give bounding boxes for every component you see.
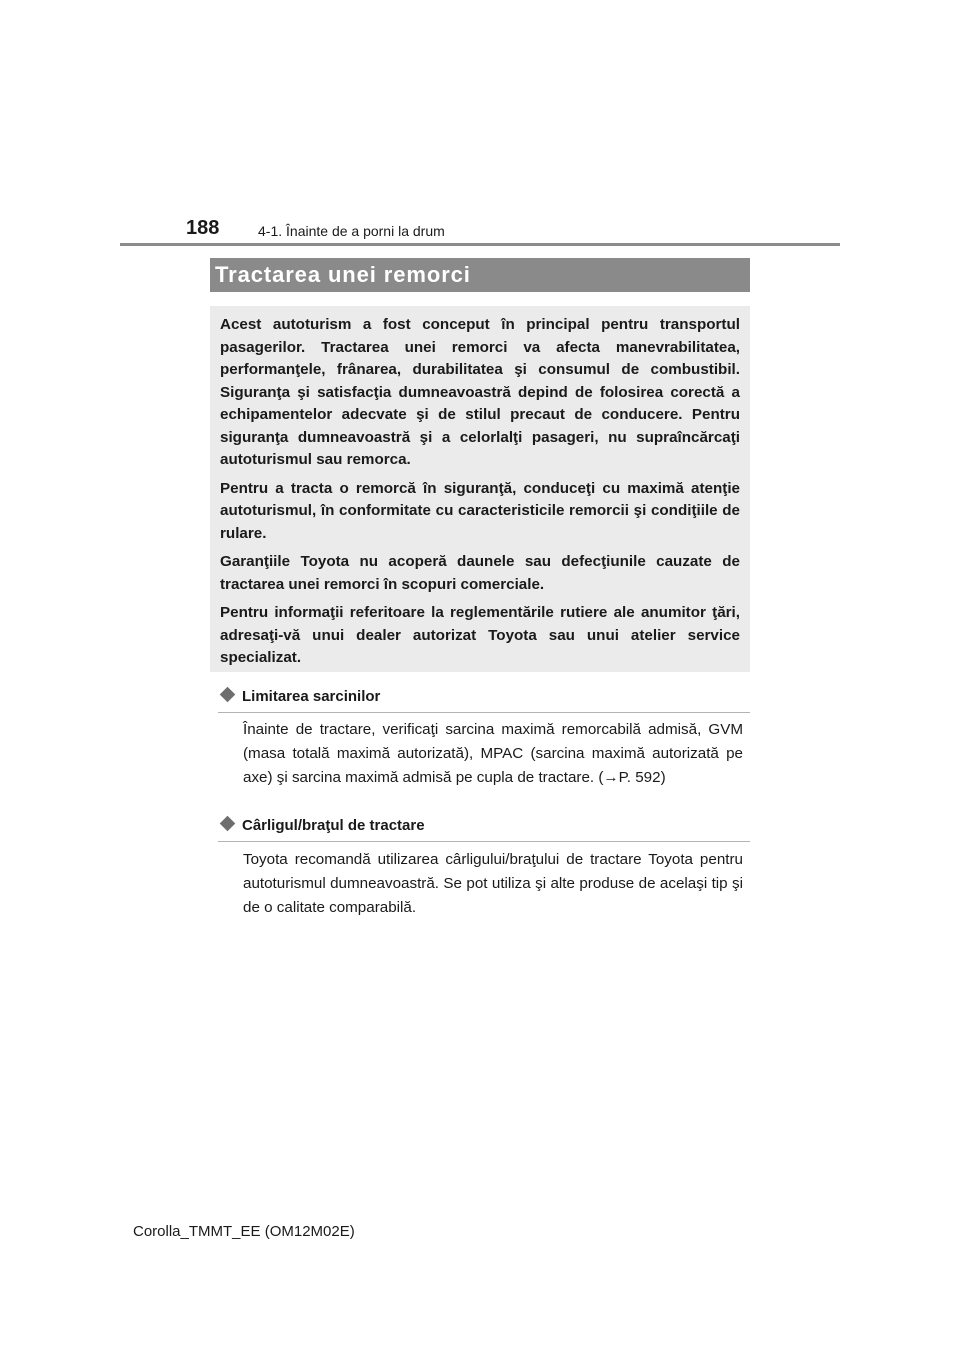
subheading-text: Cârligul/braţul de tractare: [242, 817, 425, 834]
page-number: 188: [186, 217, 220, 239]
intro-paragraph: Pentru informaţii referitoare la reglementările rutiere ale anumitor ţări, adresaţi-vă unui dealer autorizat Toyota sau unui atelier service specializat.: [220, 604, 740, 666]
tow-hitch-paragraph: Toyota recomandă utilizarea cârligului/braţului de tractare Toyota pentru autoturismul dumneavoastră. Se pot utiliza şi alte produse de acelaşi tip şi de o calitate comparabilă.: [243, 851, 743, 916]
load-limits-paragraph: Înainte de tractare, verificaţi sarcina maximă remorcabilă admisă, GVM (masa totală maximă autorizată), MPAC (sarcina maximă autorizată pe axe) şi sarcina maximă admisă pe cupla de tractare. (→P. 592): [243, 721, 743, 786]
subheading-load-limits: [218, 686, 750, 713]
intro-box: [210, 306, 750, 672]
subheading-text: Limitarea sarcinilor: [242, 688, 381, 705]
diamond-bullet-icon: [220, 687, 236, 703]
intro-paragraph: Pentru a tracta o remorcă în siguranţă, conduceţi cu maximă atenţie autoturismul, în conformitate cu caracteristicile remorcii şi condiţiile de rulare.: [220, 479, 740, 542]
header-divider: [120, 243, 840, 246]
section-label: 4-1. Înainte de a porni la drum: [258, 223, 445, 239]
intro-paragraph: Garanţiile Toyota nu acoperă daunele sau defecţiunile cauzate de tractarea unei remorci în scopuri comerciale.: [220, 553, 740, 593]
page-title-bar: [210, 258, 750, 292]
diamond-bullet-icon: [220, 816, 236, 832]
page-title: Tractarea unei remorci: [215, 262, 471, 287]
intro-paragraph: Acest autoturism a fost conceput în principal pentru transportul pasagerilor. Tractarea unei remorci va afecta manevrabilitatea, performanţele, frânarea, durabilitatea şi consumul de combustibil. Siguranţa şi satisfacţia dumneavoastră depind de folosirea corectă a echipamentelor adecvate şi de stilul precaut de conducere. Pentru siguranţa dumneavoastră şi a celorlalţi pasageri, nu supraîncărcaţi autoturismul sau remorca.: [220, 316, 740, 468]
document-footer: Corolla_TMMT_EE (OM12M02E): [133, 1223, 355, 1240]
subheading-tow-hitch: [218, 815, 750, 842]
